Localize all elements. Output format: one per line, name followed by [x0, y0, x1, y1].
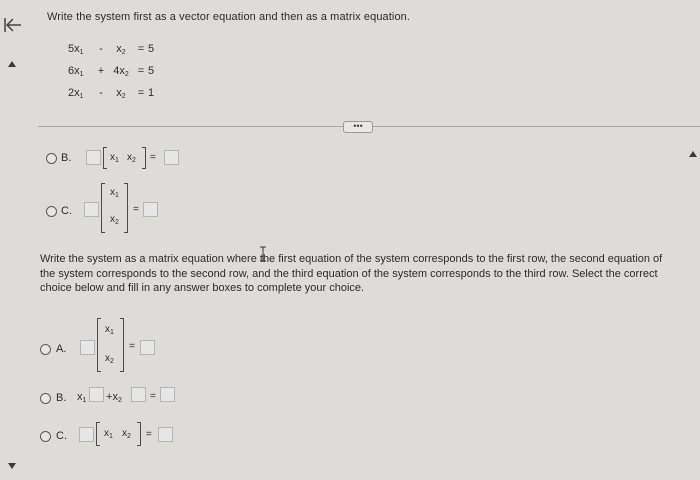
answer-box[interactable]: [143, 202, 158, 217]
chevron-up-icon[interactable]: [7, 60, 17, 68]
answer-box[interactable]: [160, 387, 175, 402]
answer-box[interactable]: [79, 427, 94, 442]
matrix-bracket: [124, 183, 128, 233]
option-a-radio[interactable]: [40, 344, 51, 355]
option-b-label: B.: [56, 392, 67, 404]
back-to-start-icon[interactable]: [2, 14, 24, 36]
matrix-bracket: [97, 318, 101, 372]
chevron-up-icon[interactable]: [688, 150, 698, 158]
answer-box[interactable]: [84, 202, 99, 217]
matrix-bracket: [137, 422, 141, 446]
answer-box[interactable]: [86, 150, 101, 165]
option-c-radio[interactable]: [46, 206, 57, 217]
question-page: Write the system first as a vector equation and then as a matrix equation. $5x_1$ - $x_2$ = 5 $6x_1$ + $4x_2$ = 5 $2x_1$ - $x_2$ = 1 ••• B. $x_1$ $x_2$ = C. $x_1$ $x_2$ = Write the system as a matrix equation where the first equation of the system corresponds to the first row, the second equation of the system corresponds to the second row, and the third equation of the system corresponds to the third row. Select the correct choice below and fill in any answer boxes to complete your choice. A. $x_1$ $x_2$ = B. $x_1$ $+x_2$ = C. $x_1$ $x_2$ =: [0, 0, 700, 480]
equation-row: $6x_1$ + $4x_2$ = 5: [68, 64, 155, 78]
text-cursor-icon: [259, 246, 267, 262]
question-prompt: Write the system as a matrix equation where the first equation of the system corresponds to the first row, the second equation of the system corresponds to the second row, and the third equation of the system corresponds to the third row. Select the correct choice below and fill in any answer boxes to complete your choice.: [40, 253, 663, 294]
answer-box[interactable]: [158, 427, 173, 442]
question-prompt: Write the system first as a vector equation and then as a matrix equation.: [47, 11, 411, 23]
equation-system: [68, 38, 160, 104]
matrix-bracket: [101, 183, 105, 233]
option-b-label: B.: [61, 152, 72, 164]
equation-row: $5x_1$ - $x_2$ = 5: [68, 42, 155, 56]
option-c-label: C.: [56, 430, 67, 442]
option-c-radio[interactable]: [40, 431, 51, 442]
option-c-label: C.: [61, 205, 72, 217]
equation-row: $2x_1$ - $x_2$ = 1: [68, 86, 155, 100]
answer-box[interactable]: [164, 150, 179, 165]
option-b-radio[interactable]: [40, 393, 51, 404]
answer-box[interactable]: [80, 340, 95, 355]
answer-box[interactable]: [131, 387, 146, 402]
matrix-bracket: [103, 147, 107, 169]
chevron-down-icon[interactable]: [7, 462, 17, 470]
matrix-bracket: [96, 422, 100, 446]
matrix-bracket: [142, 147, 146, 169]
answer-box[interactable]: [140, 340, 155, 355]
matrix-bracket: [120, 318, 124, 372]
option-a-label: A.: [56, 343, 67, 355]
answer-box[interactable]: [89, 387, 104, 402]
expand-more-button[interactable]: •••: [343, 121, 373, 133]
option-b-radio[interactable]: [46, 153, 57, 164]
